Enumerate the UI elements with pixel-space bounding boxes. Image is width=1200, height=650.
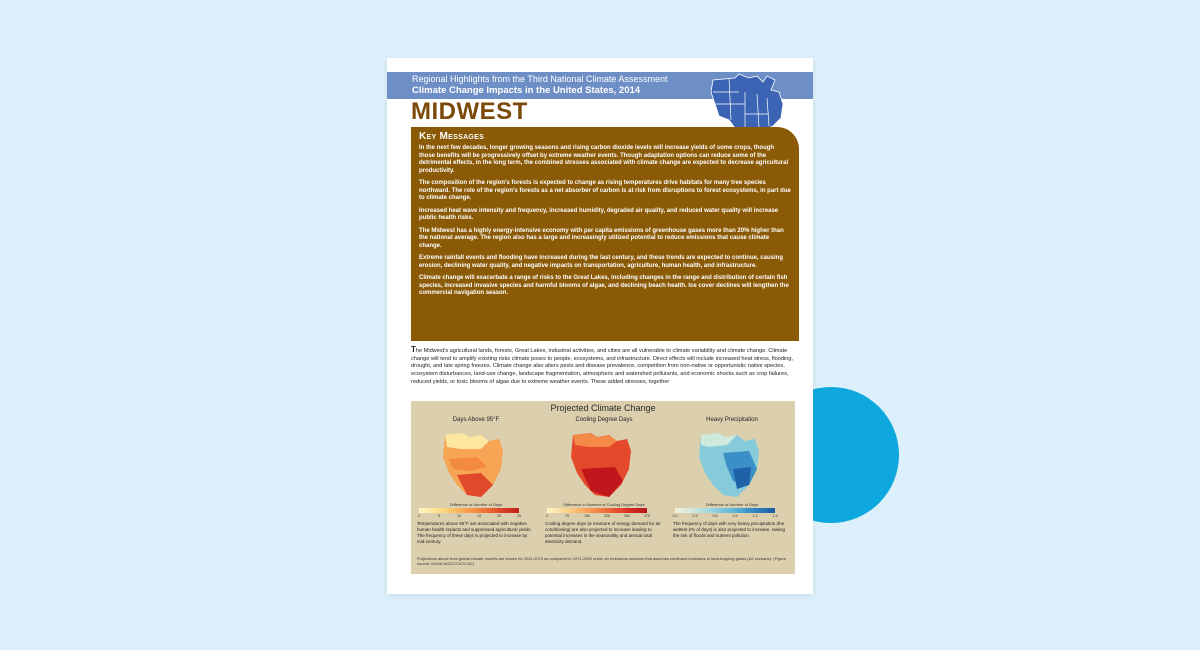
banner-title: Climate Change Impacts in the United States, 2014 (412, 85, 641, 96)
precipitation-map (697, 429, 767, 501)
tick-label: 1.5 (772, 514, 778, 518)
color-scale (547, 508, 647, 513)
panel-title: Days Above 95°F (452, 417, 500, 423)
key-message: The composition of the region's forests is expected to change as rising temperatures drive habitats for many tree species northward. The role of the region's forests as a net absorber of carbon is at risk from disruptions to forest ecosystems, in part due to climate change. (419, 180, 791, 201)
projected-climate-change-figure (411, 401, 795, 574)
tick-label: 15 (477, 514, 481, 518)
tick-label: 0.9 (732, 514, 738, 518)
tick-label: 20 (497, 514, 501, 518)
color-scale (675, 508, 775, 513)
region-title: MIDWEST (411, 98, 528, 125)
banner-subtitle: Regional Highlights from the Third National Climate Assessment (412, 74, 668, 84)
key-message: Extreme rainfall events and flooding have increased during the last century, and these trends are expected to continue, causing erosion, declining water quality, and negative impacts on transportation, agriculture, human health, and infrastructure. (419, 255, 783, 269)
key-messages-heading: Key Messages (419, 131, 485, 142)
heat-days-map (441, 429, 511, 501)
tick-label: 5 (438, 514, 440, 518)
document-page (387, 58, 813, 594)
legend-title: Difference in Number of Days (449, 502, 503, 507)
panel-cooling-degree-days (541, 417, 667, 557)
tick-label: 375 (644, 514, 650, 518)
legend-title: Difference in Number of Days (705, 502, 759, 507)
tick-label: 0.0 (672, 514, 678, 518)
tick-label: 300 (624, 514, 630, 518)
cooling-days-map (569, 429, 639, 501)
key-message: The Midwest has a highly energy-intensive economy with per capita emissions of greenhouse gases more than 20% higher than the national average. The region also has a large and increasingly utilized potential to reduce emissions that cause climate change. (419, 227, 784, 249)
color-scale (419, 508, 519, 513)
figure-footnote: Projections above from global climate models are shown for 2041-2070 as compared to 1971-2000 under an emissions scenario that assumes continued increases in heat-trapping gases (A2 scenario). (Figure source: NOAA NCDC/CICS-NC) (417, 556, 787, 567)
legend-title: Difference in Number of Cooling Degree Days (563, 502, 645, 507)
panel-title: Cooling Degree Days (575, 417, 633, 423)
tick-label: 1.2 (752, 514, 758, 518)
panel-days-above-95 (413, 417, 539, 557)
intro-paragraph (411, 346, 797, 387)
key-messages-box (411, 127, 799, 341)
tick-label: 10 (457, 514, 461, 518)
tick-label: 225 (604, 514, 610, 518)
panel-description: Temperatures above 95°F are associated with negative human health impacts and suppressed agricultural yields. The frequency of these days is projected to increase by mid-century. (417, 521, 532, 544)
key-message: In the next few decades, longer growing seasons and rising carbon dioxide levels will increase yields of some crops, though those benefits will be progressively offset by extreme weather events. Though adaptation options can reduce some of the detrimental effects, in the long term, the combined stresses associated with climate change are expected to decrease agricultural productivity. (419, 145, 789, 174)
tick-label: 75 (565, 514, 569, 518)
panel-heavy-precipitation (669, 417, 795, 557)
drop-cap: T (411, 345, 416, 354)
tick-label: 0.6 (712, 514, 718, 518)
tick-label: 0 (418, 514, 420, 518)
figure-title: Projected Climate Change (550, 403, 656, 413)
tick-label: 25 (517, 514, 521, 518)
key-message: Climate change will exacerbate a range of risks to the Great Lakes, including changes in the range and distribution of certain fish species, increased invasive species and harmful blooms of algae, and declining beach health. Ice cover declines will lengthen the commercial navigation season. (419, 275, 789, 296)
panel-description: Cooling degree days (a measure of energy demand for air conditioning) are also projected to increase leading to potential increases in the seasonality and annual total electricity demand. (545, 521, 661, 544)
intro-text: he Midwest's agricultural lands, forests, Great Lakes, industrial activities, and cities are all vulnerable to climate variability and climate change. Climate change will tend to amplify existing risks climate poses to people, ecosystems, and infrastructure. Direct effects will include increased heat stress, flooding, drought, and late spring freezes. Climate change also alters pests and disease prevalence, competition from non-native or opportunistic native species, ecosystem disturbances, land-use change, landscape fragmentation, atmospheric and watershed pollutants, and economic shocks such as crop failures, reduced yields, or toxic blooms of algae due to extreme weather events. These added stresses, together (411, 348, 794, 385)
panel-title: Heavy Precipitation (706, 417, 758, 423)
tick-label: 0 (546, 514, 548, 518)
key-message: Increased heat wave intensity and frequency, increased humidity, degraded air quality, and reduced water quality will increase public health risks. (419, 207, 779, 221)
tick-label: 0.3 (692, 514, 698, 518)
tick-label: 150 (584, 514, 590, 518)
panel-description: The frequency of days with very heavy precipitation (the wettest 2% of days) is also projected to increase, raising the risk of floods and nutrient pollution. (673, 521, 786, 538)
